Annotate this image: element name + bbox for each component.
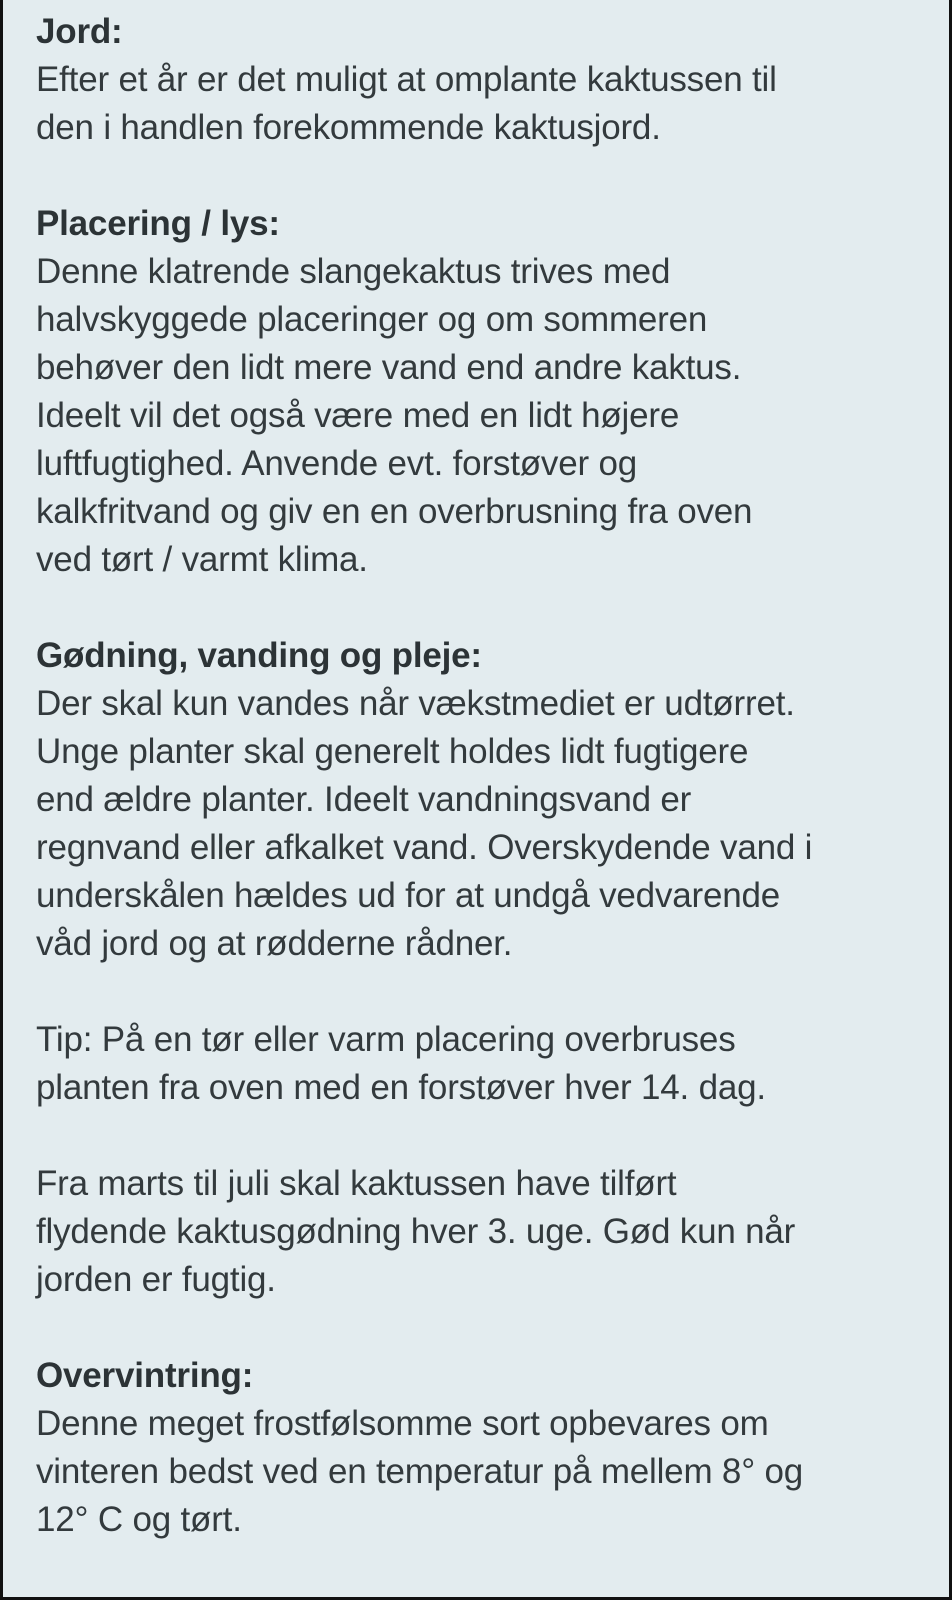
section-text [36, 248, 917, 584]
section-heading: Placering / lys: [36, 204, 280, 243]
text-line: Efter et år er det muligt at omplante kaktussen til [36, 60, 777, 99]
text-line: ved tørt / varmt klima. [36, 540, 368, 579]
text-line: behøver den lidt mere vand end andre kaktus. [36, 348, 742, 387]
text-line: Denne meget frostfølsomme sort opbevares om [36, 1404, 769, 1443]
text-line: Tip: På en tør eller varm placering overbruses [36, 1020, 736, 1059]
text-line: Ideelt vil det også være med en lidt højere [36, 396, 680, 435]
section-soil [36, 8, 917, 152]
text-line: flydende kaktusgødning hver 3. uge. Gød kun når [36, 1212, 796, 1251]
text-line: den i handlen forekommende kaktusjord. [36, 108, 661, 147]
text-line: planten fra oven med en forstøver hver 14. dag. [36, 1068, 766, 1107]
section-text [36, 1160, 917, 1304]
section-heading: Jord: [36, 12, 123, 51]
section-tip [36, 1016, 917, 1112]
section-placement-light [36, 200, 917, 584]
text-line: luftfugtighed. Anvende evt. forstøver og [36, 444, 637, 483]
section-heading: Gødning, vanding og pleje: [36, 636, 482, 675]
text-line: halvskyggede placeringer og om sommeren [36, 300, 708, 339]
section-heading: Overvintring: [36, 1356, 254, 1395]
section-fertilizing-watering-care [36, 632, 917, 968]
section-text [36, 56, 917, 152]
text-line: Denne klatrende slangekaktus trives med [36, 252, 671, 291]
text-line: våd jord og at rødderne rådner. [36, 924, 513, 963]
section-text [36, 1400, 917, 1544]
text-line: regnvand eller afkalket vand. Overskydende vand i [36, 828, 813, 867]
text-line: underskålen hældes ud for at undgå vedvarende [36, 876, 781, 915]
section-text [36, 1016, 917, 1112]
section-fertilizer-schedule [36, 1160, 917, 1304]
text-line: kalkfritvand og giv en en overbrusning fra oven [36, 492, 753, 531]
section-text [36, 680, 917, 968]
section-overwintering [36, 1352, 917, 1544]
text-line: Der skal kun vandes når vækstmediet er udtørret. [36, 684, 795, 723]
text-line: Unge planter skal generelt holdes lidt fugtigere [36, 732, 749, 771]
text-line: Fra marts til juli skal kaktussen have tilført [36, 1164, 677, 1203]
text-line: 12° C og tørt. [36, 1500, 242, 1539]
text-line: jorden er fugtig. [36, 1260, 276, 1299]
text-line: vinteren bedst ved en temperatur på mellem 8° og [36, 1452, 804, 1491]
text-line: end ældre planter. Ideelt vandningsvand er [36, 780, 692, 819]
